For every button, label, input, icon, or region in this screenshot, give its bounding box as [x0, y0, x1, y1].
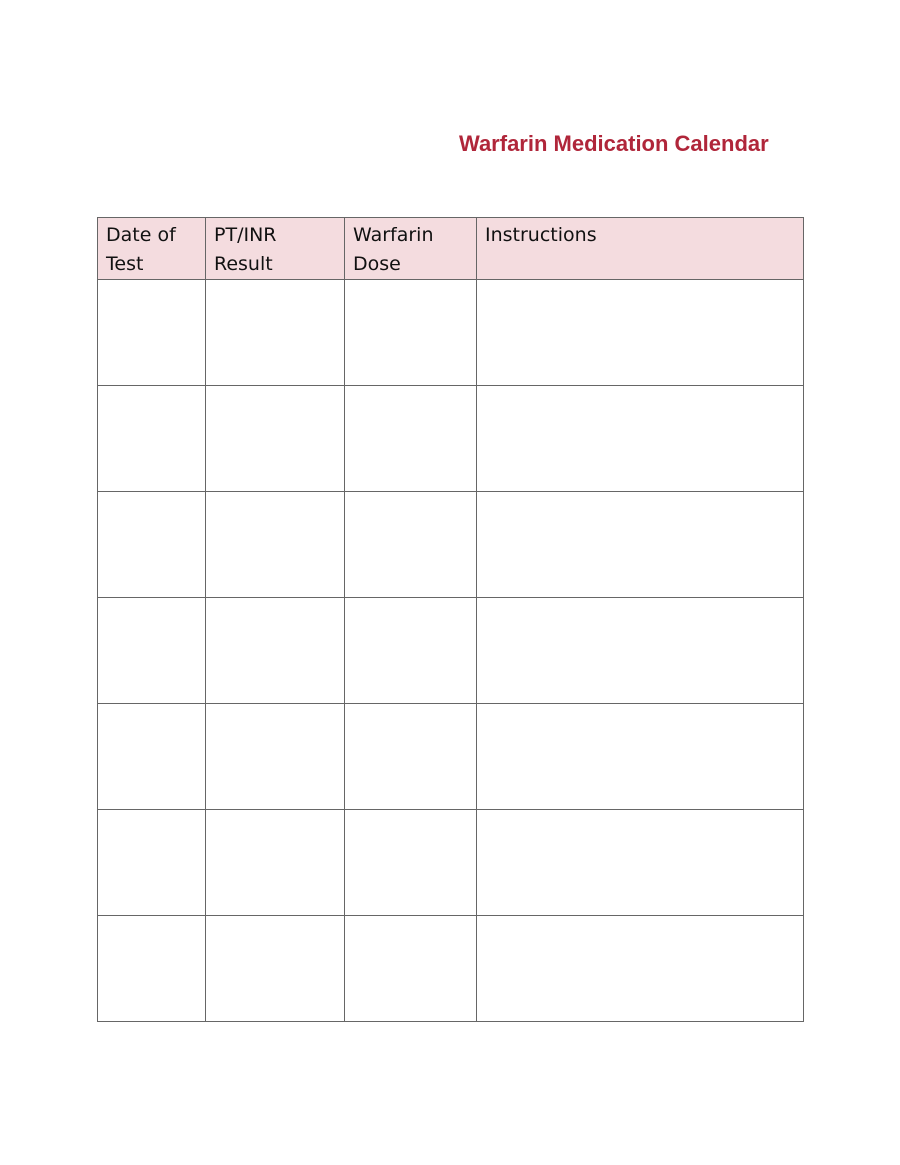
pt-inr-cell[interactable] — [206, 810, 345, 916]
date-cell[interactable] — [98, 492, 206, 598]
table-row — [98, 810, 804, 916]
table-row — [98, 492, 804, 598]
medication-log-table — [97, 217, 804, 1022]
header-warfarin-dose — [345, 218, 477, 280]
header-instructions — [477, 218, 804, 280]
instructions-cell[interactable] — [477, 492, 804, 598]
instructions-cell[interactable] — [477, 598, 804, 704]
pt-inr-cell[interactable] — [206, 916, 345, 1022]
header-line: Warfarin — [353, 224, 434, 246]
dose-cell[interactable] — [345, 386, 477, 492]
header-date-of-test — [98, 218, 206, 280]
pt-inr-cell[interactable] — [206, 280, 345, 386]
table-row — [98, 280, 804, 386]
instructions-cell[interactable] — [477, 810, 804, 916]
header-line: Test — [106, 253, 144, 275]
table-header-row — [98, 218, 804, 280]
date-cell[interactable] — [98, 280, 206, 386]
dose-cell[interactable] — [345, 280, 477, 386]
instructions-cell[interactable] — [477, 386, 804, 492]
table-row — [98, 598, 804, 704]
header-pt-inr-result — [206, 218, 345, 280]
dose-cell[interactable] — [345, 704, 477, 810]
table-row — [98, 386, 804, 492]
header-line: PT/INR — [214, 224, 277, 246]
header-line: Date of — [106, 224, 176, 246]
date-cell[interactable] — [98, 704, 206, 810]
pt-inr-cell[interactable] — [206, 704, 345, 810]
instructions-cell[interactable] — [477, 704, 804, 810]
header-line: Instructions — [485, 224, 597, 246]
date-cell[interactable] — [98, 810, 206, 916]
pt-inr-cell[interactable] — [206, 598, 345, 704]
table-row — [98, 704, 804, 810]
header-line: Dose — [353, 253, 401, 275]
page-title: Warfarin Medication Calendar — [459, 131, 769, 156]
dose-cell[interactable] — [345, 916, 477, 1022]
instructions-cell[interactable] — [477, 916, 804, 1022]
date-cell[interactable] — [98, 916, 206, 1022]
date-cell[interactable] — [98, 598, 206, 704]
table-row — [98, 916, 804, 1022]
pt-inr-cell[interactable] — [206, 386, 345, 492]
dose-cell[interactable] — [345, 598, 477, 704]
instructions-cell[interactable] — [477, 280, 804, 386]
date-cell[interactable] — [98, 386, 206, 492]
dose-cell[interactable] — [345, 810, 477, 916]
header-line: Result — [214, 253, 273, 275]
dose-cell[interactable] — [345, 492, 477, 598]
pt-inr-cell[interactable] — [206, 492, 345, 598]
